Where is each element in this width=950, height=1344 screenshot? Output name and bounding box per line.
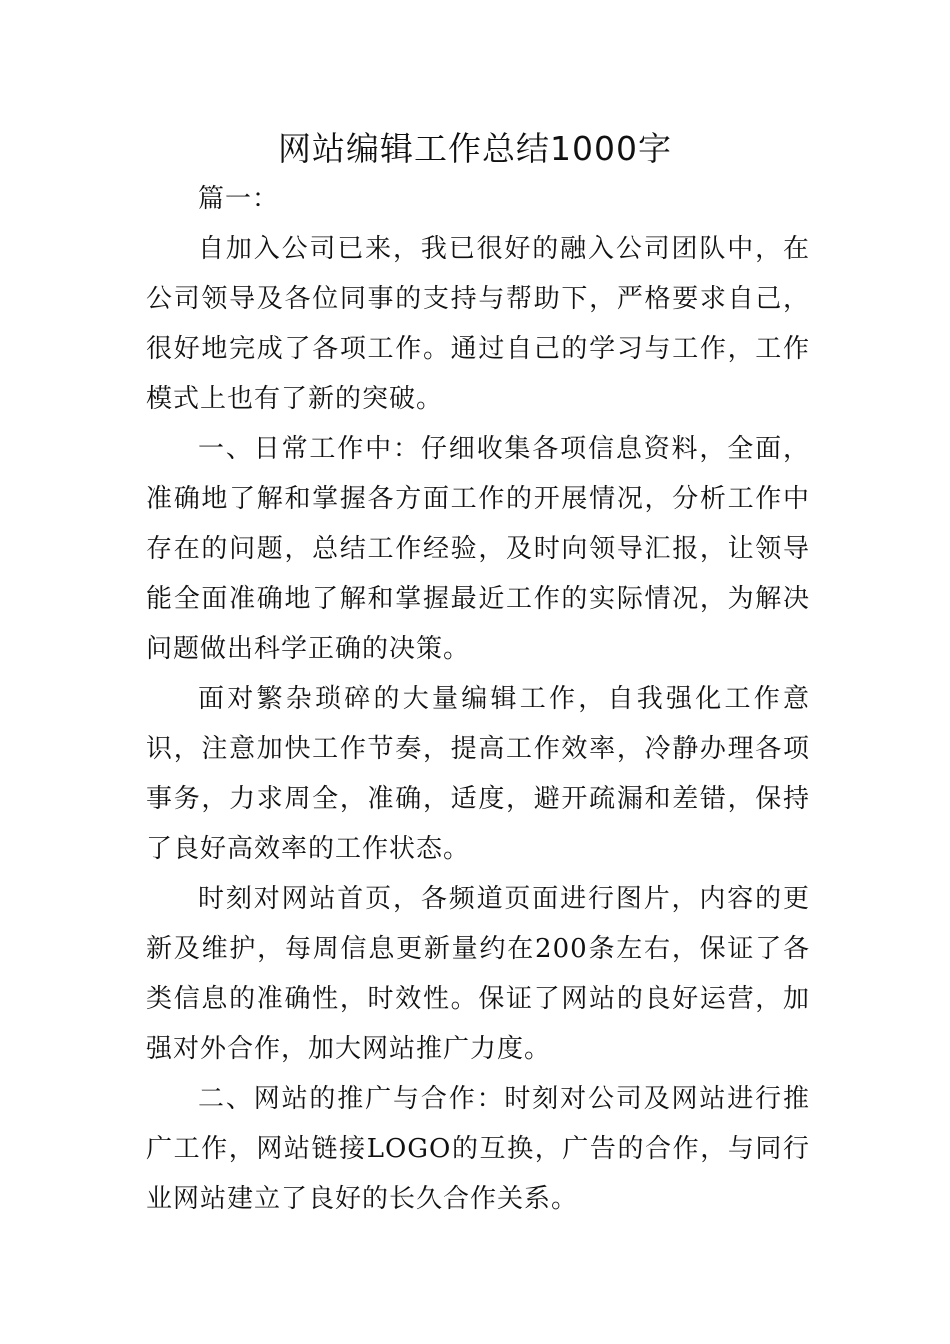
paragraph-2: 一、日常工作中：仔细收集各项信息资料，全面，准确地了解和掌握各方面工作的开展情况，分析工作中存在的问题，总结工作经验，及时向领导汇报，让领导能全面准确地了解和掌握最近工作的实际情况，为解决问题做出科学正确的决策。 [146,434,810,664]
document-title: 网站编辑工作总结1000字 [278,129,672,168]
paragraph-3: 面对繁杂琐碎的大量编辑工作，自我强化工作意识，注意加快工作节奏，提高工作效率，冷静办理各项事务，力求周全，准确，适度，避开疏漏和差错，保持了良好高效率的工作状态。 [146,684,810,864]
paragraph-5: 二、网站的推广与合作：时刻对公司及网站进行推广工作，网站链接LOGO的互换，广告的合作，与同行业网站建立了良好的长久合作关系。 [146,1084,810,1214]
paragraph-1: 自加入公司已来，我已很好的融入公司团队中，在公司领导及各位同事的支持与帮助下，严格要求自己，很好地完成了各项工作。通过自己的学习与工作，工作模式上也有了新的突破。 [146,234,810,414]
paragraph-4: 时刻对网站首页，各频道页面进行图片，内容的更新及维护，每周信息更新量约在200条左右，保证了各类信息的准确性，时效性。保证了网站的良好运营，加强对外合作，加大网站推广力度。 [146,884,810,1064]
section-label: 篇一： [198,184,280,214]
document-body [146,174,810,1224]
